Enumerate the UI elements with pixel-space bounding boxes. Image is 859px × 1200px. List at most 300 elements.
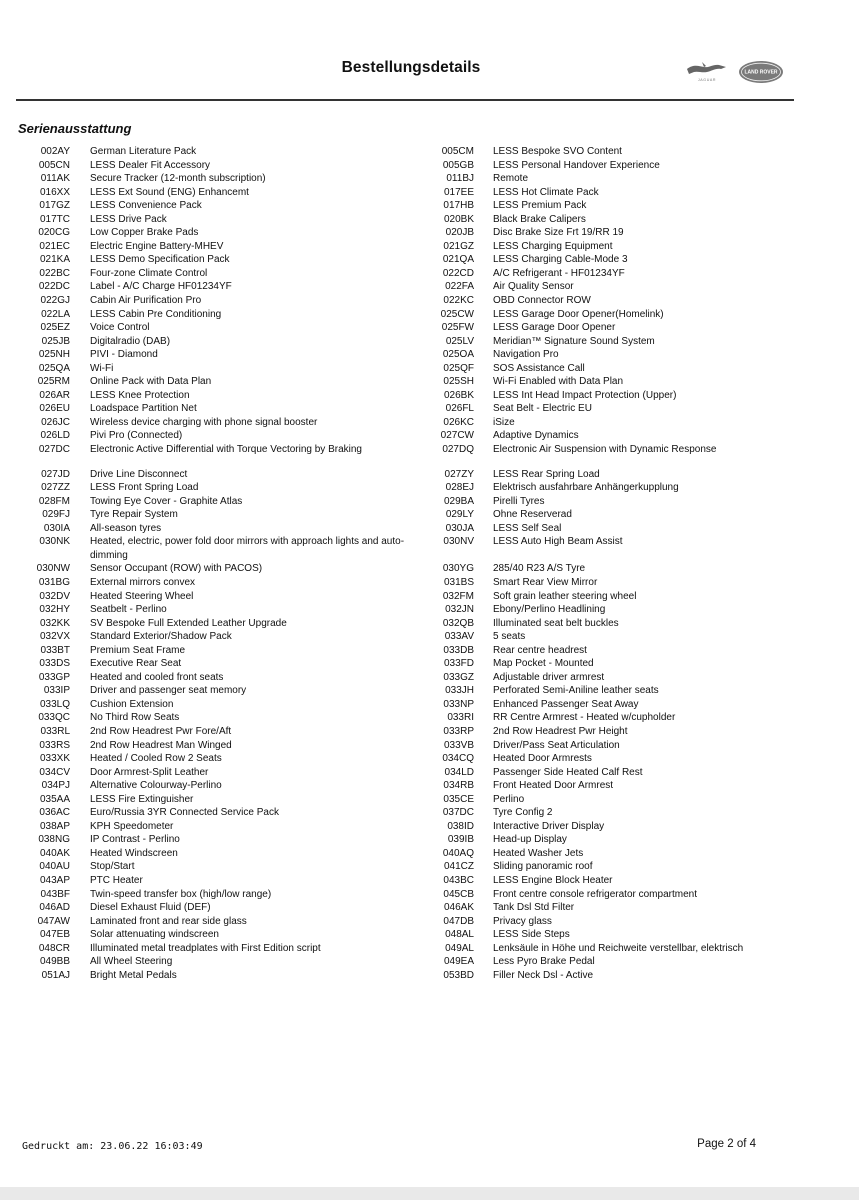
option-description: Euro/Russia 3YR Connected Service Pack bbox=[90, 807, 279, 819]
equipment-row bbox=[430, 362, 822, 376]
option-code: 020BK bbox=[443, 213, 474, 225]
equipment-row bbox=[430, 495, 822, 509]
option-description: Adjustable driver armrest bbox=[493, 671, 605, 683]
option-description: Illuminated seat belt buckles bbox=[493, 617, 619, 629]
equipment-row bbox=[22, 698, 422, 712]
equipment-row bbox=[430, 375, 822, 389]
option-code: 031BG bbox=[38, 576, 70, 588]
option-description: iSize bbox=[493, 416, 515, 428]
option-code: 025JB bbox=[41, 335, 70, 347]
equipment-row bbox=[22, 240, 422, 254]
equipment-row bbox=[430, 860, 822, 874]
equipment-row bbox=[430, 888, 822, 902]
option-description: Heated, electric, power fold door mirrors with approach lights and auto-dimming bbox=[90, 536, 405, 561]
option-code: 046AK bbox=[443, 902, 474, 914]
option-description: Towing Eye Cover - Graphite Atlas bbox=[90, 495, 243, 507]
option-code: 033JH bbox=[445, 685, 474, 697]
option-description: LESS Side Steps bbox=[493, 929, 570, 941]
equipment-row bbox=[22, 820, 422, 834]
option-code: 043BF bbox=[40, 888, 70, 900]
equipment-row bbox=[430, 590, 822, 604]
equipment-block bbox=[430, 145, 822, 457]
option-code: 011BJ bbox=[446, 173, 474, 185]
option-description: LESS Rear Spring Load bbox=[493, 468, 600, 480]
option-code: 031BS bbox=[443, 576, 474, 588]
option-code: 030JA bbox=[445, 522, 474, 534]
equipment-row bbox=[22, 779, 422, 793]
equipment-row bbox=[430, 793, 822, 807]
equipment-row bbox=[430, 806, 822, 820]
equipment-row bbox=[430, 847, 822, 861]
option-code: 032KK bbox=[39, 617, 70, 629]
option-description: Diesel Exhaust Fluid (DEF) bbox=[90, 902, 211, 914]
option-code: 017TC bbox=[39, 213, 70, 225]
equipment-row bbox=[22, 416, 422, 430]
option-description: Executive Rear Seat bbox=[90, 658, 182, 670]
equipment-row bbox=[22, 603, 422, 617]
option-code: 033FD bbox=[443, 658, 474, 670]
equipment-row bbox=[430, 576, 822, 590]
option-description: Enhanced Passenger Seat Away bbox=[493, 698, 639, 710]
option-code: 027DQ bbox=[442, 444, 474, 456]
equipment-row bbox=[430, 915, 822, 929]
option-code: 033BT bbox=[40, 644, 70, 656]
option-code: 030NW bbox=[36, 563, 70, 575]
equipment-row bbox=[22, 590, 422, 604]
option-code: 034LD bbox=[444, 766, 474, 778]
option-description: Bright Metal Pedals bbox=[90, 969, 177, 981]
option-description: LESS Fire Extinguisher bbox=[90, 793, 194, 805]
option-code: 033GP bbox=[38, 671, 70, 683]
equipment-row bbox=[430, 603, 822, 617]
option-description: Digitalradio (DAB) bbox=[90, 335, 171, 347]
option-code: 036AC bbox=[39, 807, 70, 819]
option-description: Laminated front and rear side glass bbox=[90, 915, 247, 927]
option-description: Remote bbox=[493, 173, 529, 185]
option-description: LESS Front Spring Load bbox=[90, 482, 199, 494]
equipment-row bbox=[22, 348, 422, 362]
option-code: 026BK bbox=[443, 389, 474, 401]
page-number: Page 2 of 4 bbox=[697, 1138, 756, 1150]
option-description: LESS Hot Climate Pack bbox=[493, 186, 599, 198]
option-code: 032FM bbox=[442, 590, 474, 602]
equipment-row bbox=[430, 711, 822, 725]
equipment-row bbox=[22, 725, 422, 739]
option-description: Solar attenuating windscreen bbox=[90, 929, 219, 941]
option-code: 029LY bbox=[445, 509, 474, 521]
equipment-row bbox=[430, 617, 822, 631]
option-code: 026EU bbox=[39, 403, 70, 415]
equipment-row bbox=[22, 739, 422, 753]
option-code: 021GZ bbox=[443, 240, 474, 252]
option-description: LESS Garage Door Opener bbox=[493, 322, 616, 334]
option-code: 025QF bbox=[443, 362, 474, 374]
option-code: 034PJ bbox=[41, 780, 70, 792]
option-description: KPH Speedometer bbox=[90, 820, 174, 832]
option-description: OBD Connector ROW bbox=[493, 295, 591, 307]
option-description: LESS Int Head Impact Protection (Upper) bbox=[493, 389, 677, 401]
option-description: Disc Brake Size Frt 19/RR 19 bbox=[493, 227, 624, 239]
equipment-row bbox=[430, 522, 822, 536]
equipment-row bbox=[430, 145, 822, 159]
option-description: LESS Bespoke SVO Content bbox=[493, 146, 622, 157]
option-code: 033AV bbox=[444, 631, 474, 643]
equipment-row bbox=[430, 389, 822, 403]
equipment-row bbox=[430, 429, 822, 443]
equipment-row bbox=[430, 671, 822, 685]
equipment-row bbox=[430, 308, 822, 322]
option-code: 046AD bbox=[39, 902, 70, 914]
option-description: Privacy glass bbox=[493, 915, 552, 927]
option-code: 038ID bbox=[447, 820, 474, 832]
option-code: 025QA bbox=[38, 362, 70, 374]
header-divider bbox=[16, 99, 794, 101]
equipment-row bbox=[22, 874, 422, 888]
equipment-row bbox=[430, 969, 822, 983]
equipment-row bbox=[430, 942, 822, 956]
option-code: 033QC bbox=[38, 712, 70, 724]
option-code: 033IP bbox=[43, 685, 70, 697]
equipment-row bbox=[430, 833, 822, 847]
option-description: Perforated Semi-Aniline leather seats bbox=[493, 685, 659, 697]
option-code: 020CG bbox=[38, 227, 70, 239]
option-description: IP Contrast - Perlino bbox=[90, 834, 180, 846]
option-description: Wi-Fi bbox=[90, 362, 114, 374]
option-description: Map Pocket - Mounted bbox=[493, 658, 594, 670]
option-code: 016XX bbox=[39, 186, 70, 198]
option-description: Adaptive Dynamics bbox=[493, 430, 579, 442]
section-title: Serienausstattung bbox=[18, 121, 132, 136]
option-code: 027ZY bbox=[444, 468, 474, 480]
option-code: 027JD bbox=[41, 468, 70, 480]
equipment-row bbox=[22, 429, 422, 443]
option-code: 038AP bbox=[39, 820, 70, 832]
option-description: Wireless device charging with phone signal booster bbox=[90, 416, 318, 428]
option-code: 032JN bbox=[445, 604, 474, 616]
option-description: Navigation Pro bbox=[493, 349, 559, 361]
equipment-row bbox=[430, 481, 822, 495]
option-description: Seat Belt - Electric EU bbox=[493, 403, 592, 415]
option-code: 021QA bbox=[442, 254, 474, 266]
option-description: Alternative Colourway-Perlino bbox=[90, 780, 222, 792]
option-description: LESS Demo Specification Pack bbox=[90, 254, 230, 266]
option-code: 025CW bbox=[440, 308, 474, 320]
equipment-row bbox=[22, 226, 422, 240]
equipment-row bbox=[430, 240, 822, 254]
equipment-row bbox=[22, 644, 422, 658]
option-code: 047DB bbox=[443, 915, 474, 927]
jaguar-logo bbox=[684, 57, 730, 83]
option-description: Pirelli Tyres bbox=[493, 495, 545, 507]
option-description: Perlino bbox=[493, 793, 525, 805]
option-code: 022BC bbox=[39, 267, 70, 279]
option-description: SOS Assistance Call bbox=[493, 362, 585, 374]
option-code: 040AU bbox=[39, 861, 70, 873]
option-code: 049BB bbox=[39, 956, 70, 968]
option-code: 035AA bbox=[39, 793, 70, 805]
option-description: LESS Convenience Pack bbox=[90, 200, 202, 212]
option-description: Door Armrest-Split Leather bbox=[90, 766, 209, 778]
option-description: Four-zone Climate Control bbox=[90, 267, 208, 279]
option-description: All Wheel Steering bbox=[90, 956, 173, 968]
option-code: 048AL bbox=[445, 929, 474, 941]
equipment-row bbox=[22, 508, 422, 522]
equipment-row bbox=[22, 942, 422, 956]
option-description: Sensor Occupant (ROW) with PACOS) bbox=[90, 563, 263, 575]
option-code: 034CQ bbox=[442, 753, 474, 765]
equipment-row bbox=[22, 806, 422, 820]
equipment-row bbox=[430, 698, 822, 712]
equipment-row bbox=[22, 481, 422, 495]
option-description: LESS Auto High Beam Assist bbox=[493, 536, 623, 548]
equipment-block bbox=[22, 145, 422, 457]
option-description: Heated and cooled front seats bbox=[90, 671, 224, 683]
option-code: 029BA bbox=[443, 495, 474, 507]
equipment-row bbox=[430, 644, 822, 658]
option-code: 032QB bbox=[442, 617, 474, 629]
equipment-row bbox=[22, 522, 422, 536]
option-code: 033RL bbox=[40, 725, 70, 737]
option-description: Cushion Extension bbox=[90, 698, 174, 710]
option-code: 048CR bbox=[38, 942, 70, 954]
option-description: LESS Premium Pack bbox=[493, 200, 587, 212]
equipment-row bbox=[430, 186, 822, 200]
equipment-row bbox=[22, 172, 422, 186]
option-code: 027ZZ bbox=[41, 482, 70, 494]
option-code: 030NK bbox=[39, 536, 70, 548]
option-code: 027CW bbox=[440, 430, 474, 442]
equipment-row bbox=[430, 752, 822, 766]
option-code: 022GJ bbox=[40, 295, 70, 307]
option-description: Rear centre headrest bbox=[493, 644, 587, 656]
page-title: Bestellungsdetails bbox=[341, 59, 481, 76]
option-code: 045CB bbox=[443, 888, 474, 900]
option-description: Tyre Config 2 bbox=[493, 807, 553, 819]
equipment-row bbox=[430, 820, 822, 834]
equipment-row bbox=[22, 280, 422, 294]
equipment-row bbox=[22, 186, 422, 200]
equipment-row bbox=[22, 657, 422, 671]
option-code: 053BD bbox=[443, 969, 474, 981]
print-timestamp: Gedruckt am: 23.06.22 16:03:49 bbox=[22, 1141, 203, 1152]
option-description: Passenger Side Heated Calf Rest bbox=[493, 766, 643, 778]
option-code: 033DB bbox=[443, 644, 474, 656]
option-code: 049EA bbox=[443, 956, 474, 968]
option-description: SV Bespoke Full Extended Leather Upgrade bbox=[90, 617, 287, 629]
equipment-row bbox=[22, 443, 422, 457]
option-description: Air Quality Sensor bbox=[493, 281, 574, 293]
option-description: Filler Neck Dsl - Active bbox=[493, 969, 594, 981]
equipment-row bbox=[430, 562, 822, 576]
equipment-row bbox=[22, 847, 422, 861]
option-description: LESS Knee Protection bbox=[90, 389, 190, 401]
equipment-row bbox=[22, 468, 422, 482]
option-description: 285/40 R23 A/S Tyre bbox=[493, 563, 586, 575]
equipment-row bbox=[22, 159, 422, 173]
option-code: 026JC bbox=[41, 416, 70, 428]
option-code: 039IB bbox=[447, 834, 474, 846]
option-code: 026KC bbox=[443, 416, 474, 428]
option-code: 025FW bbox=[441, 322, 474, 334]
option-code: 005CM bbox=[441, 146, 474, 157]
option-code: 043AP bbox=[39, 874, 70, 886]
option-description: Heated Windscreen bbox=[90, 847, 178, 859]
equipment-row bbox=[22, 833, 422, 847]
equipment-row bbox=[430, 630, 822, 644]
option-code: 005GB bbox=[442, 159, 474, 171]
option-code: 043BC bbox=[443, 874, 474, 886]
option-description: 5 seats bbox=[493, 631, 526, 643]
equipment-row bbox=[22, 766, 422, 780]
option-code: 022FA bbox=[445, 281, 474, 293]
option-code: 026LD bbox=[40, 430, 70, 442]
equipment-row bbox=[22, 752, 422, 766]
option-code: 032DV bbox=[39, 590, 70, 602]
option-code: 047EB bbox=[39, 929, 70, 941]
option-description: Ebony/Perlino Headlining bbox=[493, 604, 606, 616]
equipment-row bbox=[430, 443, 822, 457]
equipment-row bbox=[430, 253, 822, 267]
equipment-row bbox=[22, 928, 422, 942]
option-description: No Third Row Seats bbox=[90, 712, 180, 724]
option-description: Voice Control bbox=[90, 322, 150, 334]
option-description: Black Brake Calipers bbox=[493, 213, 586, 225]
option-description: Head-up Display bbox=[493, 834, 567, 846]
equipment-row bbox=[22, 402, 422, 416]
option-code: 030YG bbox=[442, 563, 474, 575]
option-description: Cabin Air Purification Pro bbox=[90, 295, 202, 307]
option-description: Electronic Active Differential with Torque Vectoring by Braking bbox=[90, 444, 362, 456]
equipment-row bbox=[430, 508, 822, 522]
option-description: LESS Ext Sound (ENG) Enhancemt bbox=[90, 186, 249, 198]
option-description: Lenksäule in Höhe und Reichweite verstellbar, elektrisch bbox=[493, 942, 744, 954]
option-description: PTC Heater bbox=[90, 874, 143, 886]
equipment-row bbox=[22, 213, 422, 227]
land-rover-logo bbox=[738, 60, 784, 84]
option-description: Front Heated Door Armrest bbox=[493, 780, 614, 792]
svg-text:JAGUAR: JAGUAR bbox=[697, 78, 717, 82]
option-code: 033RP bbox=[443, 725, 474, 737]
option-description: All-season tyres bbox=[90, 522, 162, 534]
option-code: 028FM bbox=[38, 495, 70, 507]
option-code: 026FL bbox=[445, 403, 474, 415]
equipment-row bbox=[430, 684, 822, 698]
option-code: 027DC bbox=[38, 444, 70, 456]
equipment-row bbox=[22, 308, 422, 322]
equipment-row bbox=[22, 684, 422, 698]
equipment-row bbox=[430, 199, 822, 213]
equipment-row bbox=[430, 159, 822, 173]
option-code bbox=[430, 549, 474, 563]
option-description: Less Pyro Brake Pedal bbox=[493, 956, 595, 968]
option-description: Soft grain leather steering wheel bbox=[493, 590, 637, 602]
option-code: 032VX bbox=[39, 631, 70, 643]
equipment-block bbox=[430, 468, 822, 983]
equipment-row bbox=[430, 226, 822, 240]
equipment-row bbox=[430, 335, 822, 349]
option-description: RR Centre Armrest - Heated w/cupholder bbox=[493, 712, 676, 724]
option-code: 011AK bbox=[40, 173, 70, 185]
option-description: Front centre console refrigerator compartment bbox=[493, 888, 697, 900]
option-description: Ohne Reserverad bbox=[493, 509, 572, 521]
equipment-row bbox=[430, 901, 822, 915]
equipment-row bbox=[430, 402, 822, 416]
equipment-row bbox=[430, 766, 822, 780]
option-code: 037DC bbox=[442, 807, 474, 819]
option-description: Interactive Driver Display bbox=[493, 820, 605, 832]
option-code: 033VB bbox=[443, 739, 474, 751]
option-description: PIVI - Diamond bbox=[90, 349, 158, 361]
equipment-row bbox=[430, 874, 822, 888]
option-description: Meridian™ Signature Sound System bbox=[493, 335, 655, 347]
equipment-row bbox=[430, 294, 822, 308]
equipment-row bbox=[22, 711, 422, 725]
equipment-row bbox=[22, 671, 422, 685]
option-code: 021KA bbox=[39, 254, 70, 266]
equipment-row bbox=[22, 535, 422, 562]
option-code: 025LV bbox=[445, 335, 474, 347]
option-code: 040AQ bbox=[442, 847, 474, 859]
option-description: Drive Line Disconnect bbox=[90, 468, 188, 480]
option-description: LESS Charging Equipment bbox=[493, 240, 613, 252]
option-code: 047AW bbox=[37, 915, 70, 927]
equipment-row bbox=[430, 725, 822, 739]
option-code: 030NV bbox=[443, 536, 474, 548]
equipment-row bbox=[430, 535, 822, 549]
equipment-row bbox=[22, 145, 422, 159]
option-code: 029FJ bbox=[42, 509, 70, 521]
option-code: 040AK bbox=[39, 847, 70, 859]
option-description: Sliding panoramic roof bbox=[493, 861, 593, 873]
equipment-row bbox=[430, 172, 822, 186]
option-description: Elektrisch ausfahrbare Anhängerkupplung bbox=[493, 482, 679, 494]
option-description: Online Pack with Data Plan bbox=[90, 376, 212, 388]
option-code: 022CD bbox=[442, 267, 474, 279]
option-description: Label - A/C Charge HF01234YF bbox=[90, 281, 232, 293]
option-code: 025NH bbox=[38, 349, 70, 361]
option-description: Heated Door Armrests bbox=[493, 753, 592, 765]
equipment-row bbox=[430, 416, 822, 430]
option-description: Stop/Start bbox=[90, 861, 135, 873]
equipment-column-left bbox=[22, 145, 422, 982]
option-description: 2nd Row Headrest Pwr Height bbox=[493, 725, 628, 737]
equipment-row bbox=[430, 549, 822, 563]
option-description: Electronic Air Suspension with Dynamic Response bbox=[493, 444, 717, 456]
option-description: LESS Dealer Fit Accessory bbox=[90, 159, 211, 171]
option-description: LESS Charging Cable-Mode 3 bbox=[493, 254, 628, 266]
equipment-row bbox=[22, 630, 422, 644]
equipment-row bbox=[430, 267, 822, 281]
option-description: Driver and passenger seat memory bbox=[90, 685, 247, 697]
option-description: Driver/Pass Seat Articulation bbox=[493, 739, 620, 751]
option-description: LESS Personal Handover Experience bbox=[493, 159, 660, 171]
option-description: Premium Seat Frame bbox=[90, 644, 186, 656]
option-description: Wi-Fi Enabled with Data Plan bbox=[493, 376, 624, 388]
option-code: 005CN bbox=[38, 159, 70, 171]
equipment-row bbox=[22, 253, 422, 267]
option-code: 017EE bbox=[443, 186, 474, 198]
option-description: Secure Tracker (12-month subscription) bbox=[90, 173, 266, 185]
option-code: 033RS bbox=[39, 739, 70, 751]
option-code: 033DS bbox=[39, 658, 70, 670]
equipment-row bbox=[22, 335, 422, 349]
equipment-row bbox=[22, 901, 422, 915]
equipment-row bbox=[430, 213, 822, 227]
option-code: 033XK bbox=[39, 753, 70, 765]
equipment-row bbox=[22, 969, 422, 983]
option-description: LESS Self Seal bbox=[493, 522, 562, 534]
option-code: 035CE bbox=[443, 793, 474, 805]
